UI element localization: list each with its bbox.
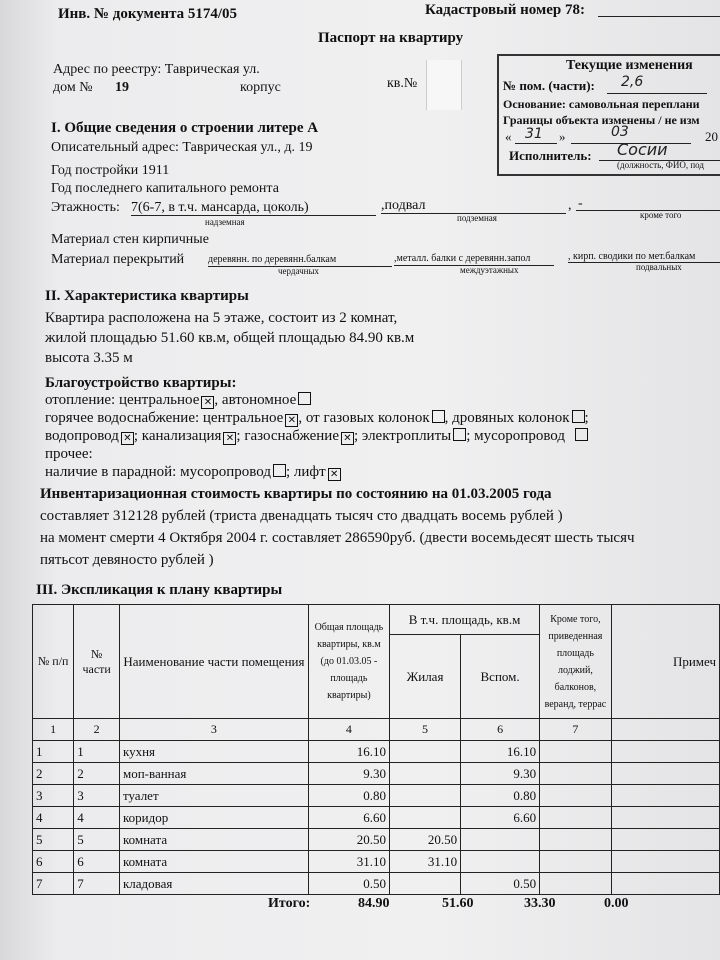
header-aux: Вспом. [461,635,540,719]
row-part: 7 [74,873,120,895]
basement-hint: подземная [457,213,497,223]
section3-title: III. Экспликация к плану квартиры [36,582,283,598]
row-np: 7 [33,873,74,895]
checkbox-checked [285,414,298,427]
row-live [389,873,460,895]
row-np: 6 [33,851,74,873]
row-aux [461,851,540,873]
checkbox-empty [298,392,311,405]
row-name: кладовая [119,873,308,895]
row-live [389,785,460,807]
header-np: № п/п [33,605,74,719]
material-inter-hint: междуэтажных [460,265,519,275]
house-label: дом № [53,80,93,95]
date-day-handwritten: 31 [525,126,543,142]
row-total: 16.10 [308,741,389,763]
material-inter: ,металл. балки с деревянн.запол [394,253,531,264]
row-live: 20.50 [389,829,460,851]
changes-title: Текущие изменения [566,58,693,73]
checkbox-empty [432,410,445,423]
material-attic: деревянн. по деревянн.балкам [208,254,337,265]
row-total: 6.60 [308,807,389,829]
hot-water-row: горячее водоснабжение: центральное✕ , от газовых колонок , дровяных колонок ; [45,410,589,427]
section1-title: I. Общие сведения о строении литере А [51,120,319,136]
year-built: Год постройки 1911 [51,163,170,178]
apartment-height: высота 3.35 м [45,350,133,366]
inventory-number: Инв. № документа 5174/05 [58,6,238,22]
row-aux [461,829,540,851]
table-row [33,829,720,851]
row-part: 3 [74,785,120,807]
row-aux: 0.50 [461,873,540,895]
heating-row: отопление: центральное✕ , автономное [45,392,311,409]
executor-hint: (должность, ФИО, под [617,160,704,170]
row-live [389,741,460,763]
apartment-line2: жилой площадью 51.60 кв.м, общей площадью 84.90 кв.м [45,330,415,346]
row-aux: 16.10 [461,741,540,763]
descriptive-address: Описательный адрес: Таврическая ул., д. 19 [51,140,313,155]
room-label: № пом. (части): [503,78,595,93]
header-incl: В т.ч. площадь, кв.м [389,605,539,635]
row-total: 31.10 [308,851,389,873]
checkbox-empty [575,428,588,441]
row-live [389,807,460,829]
row-np: 1 [33,741,74,763]
apartment-line1: Квартира расположена на 5 этаже, состоит из 2 комнат, [45,310,398,326]
row-np: 2 [33,763,74,785]
row-np: 4 [33,807,74,829]
floors-value: 7(6-7, в т.ч. мансарда, цоколь) [131,200,309,215]
table-row [33,785,720,807]
checkbox-checked [223,432,236,445]
checkbox-empty [273,464,286,477]
material-attic-hint: чердачных [278,266,320,276]
registry-address: Адрес по реестру: Таврическая ул. [53,62,260,77]
checkbox-checked [328,468,341,481]
floors-material-label: Материал перекрытий [51,252,185,267]
row-live: 31.10 [389,851,460,873]
valuation-line3: пятьсот девяносто рублей ) [40,552,214,568]
material-basement-hint: подвальных [636,262,682,272]
date-month-handwritten: 03 [611,124,629,140]
row-part: 6 [74,851,120,873]
totals-aux: 33.30 [524,896,556,911]
row-np: 5 [33,829,74,851]
basement-label: ,подвал [381,198,426,213]
row-name: комната [119,851,308,873]
row-name: коридор [119,807,308,829]
valuation-line1: составляет 312128 рублей (триста двенадцать тысяч сто двадцать восемь рублей ) [40,508,563,524]
checkbox-empty [453,428,466,441]
building-label: корпус [240,80,281,95]
executor-label: Исполнитель: [509,148,592,163]
checkbox-checked [201,396,214,409]
header-note: Примеч [611,605,719,719]
apartment-number-redacted [426,60,462,110]
cadastral-line [598,16,720,17]
row-part: 5 [74,829,120,851]
date-year: 20 [705,129,718,144]
material-basement: , кирп. сводики по мет.балкам [568,251,696,262]
row-name: моп-ванная [119,763,308,785]
entrance-row: наличие в парадной: мусоропровод ; лифт✕ [45,464,341,481]
row-name: комната [119,829,308,851]
row-part: 2 [74,763,120,785]
column-numbers-row: 1 2 3 4 5 6 7 [33,719,720,741]
row-aux: 0.80 [461,785,540,807]
cadastral-number: Кадастровый номер 78: [425,2,585,18]
header-name: Наименование части помещения [119,605,308,719]
row-aux: 6.60 [461,807,540,829]
extra-dash: - [578,196,583,211]
document-page: Инв. № документа 5174/05 Кадастровый номер 78: Паспорт на квартиру Адрес по реестру: Таврическая ул. дом № 19 корпус кв.№ Текущие изменения № пом. (части): 2,6 Основание: самовольная переплани Границы объекта изменены / не изм « 31 » 03 20 Исполнитель: Сосии (должность, ФИО, под I. Общие сведения о строении литере А Описательный адрес: Таврическая ул., д. 19 Год постройки 1911 Год последнего капитального ремонта Этажность: 7(6-7, в т.ч. мансарда, цоколь) надземная ,подвал подземная , - кроме того Материал стен кирпичные Материал перекрытий деревянн. по деревянн.балкам чердачных ,металл. балки с деревянн.запол междуэтажных , кирп. сводики по мет.балкам подвальных II. Характеристика квартиры Квартира расположена на 5 этаже, состоит из 2 комнат, жилой площадью 51.60 кв.м, общей площадью 84.90 кв.м высота 3.35 м Благоустройство квартиры: отопление: центральное✕ , автономное горячее водоснабжение: центральное✕ , от газовых колонок , дровяных колонок ; водопровод✕ ; канализация✕ ; газоснабжение✕ ; электроплиты ; мусоропровод прочее: наличие в парадной: мусоропровод ; лифт✕ Инвентаризационная стоимость квартиры по состоянию на 01.03.2005 года составляет 312128 рублей (триста двенадцать тысяч сто двадцать восемь рублей ) на момент смерти 4 Октября 2004 г. составляет 286590руб. (двести восемьдесят шесть тысяч пятьсот девяносто рублей ) III. Экспликация к плану квартиры № п/п № части Наименование части помещения Общая площадь квартиры, кв.м (до 01.03.05 - площадь квартиры) В т.ч. площадь, кв.м Кроме того, приведенная площадь лоджий, балконов, веранд, террас Примеч Жилая Вспом. 1 2 3 4 5 6 7 1 1 кухня 16.10 16.10 2 2 моп-ванная 9.30 9.30 3 3 туалет 0.80 0.80 4 4 коридор 6.60 6.60 5 5 комната 20.50 20.50 6 6 комната 31.10 31.10 7 7 кладовая 0.50 0.50 Итого: 84.90 51.60 33.30 0.00 [0,0,720,960]
row-total: 0.80 [308,785,389,807]
page-title: Паспорт на квартиру [318,30,464,46]
current-changes-box: Текущие изменения № пом. (части): 2,6 Основание: самовольная переплани Границы объекта изменены / не изм « 31 » 03 20 Исполнитель: Сосии (должность, ФИО, под [497,54,720,176]
table-row [33,807,720,829]
apartment-label: кв.№ [387,76,418,91]
room-value-handwritten: 2,6 [621,74,644,90]
checkbox-empty [572,410,585,423]
utilities-row: водопровод✕ ; канализация✕ ; газоснабжение✕ ; электроплиты ; мусоропровод [45,428,588,445]
table-row [33,763,720,785]
row-total: 0.50 [308,873,389,895]
header-live: Жилая [389,635,460,719]
executor-signature: Сосии [617,140,668,159]
totals-label: Итого: [268,896,311,911]
checkbox-checked [341,432,354,445]
section2-title: II. Характеристика квартиры [45,288,249,304]
explication-table [32,604,720,895]
totals-live: 51.60 [442,896,474,911]
extra-hint: кроме того [640,210,682,220]
table-row [33,851,720,873]
header-total: Общая площадь квартиры, кв.м (до 01.03.05 - площадь квартиры) [308,605,389,719]
row-total: 9.30 [308,763,389,785]
row-np: 3 [33,785,74,807]
walls-material: Материал стен кирпичные [51,232,209,247]
row-aux: 9.30 [461,763,540,785]
totals-extra: 0.00 [604,896,629,911]
table-row [33,873,720,895]
row-live [389,763,460,785]
row-part: 4 [74,807,120,829]
totals-total: 84.90 [358,896,390,911]
basis-text: Основание: самовольная переплани [503,97,700,111]
header-extra: Кроме того, приведенная площадь лоджий, балконов, веранд, террас [540,605,612,719]
valuation-line2: на момент смерти 4 Октября 2004 г. составляет 286590руб. (двести восемьдесят шесть тысяч [40,530,635,546]
row-part: 1 [74,741,120,763]
table-row [33,741,720,763]
bounds-text: Границы объекта изменены / не изм [503,113,700,127]
row-name: туалет [119,785,308,807]
valuation-title: Инвентаризационная стоимость квартиры по состоянию на 01.03.2005 года [40,486,552,502]
amenities-title: Благоустройство квартиры: [45,375,237,391]
row-total: 20.50 [308,829,389,851]
row-name: кухня [119,741,308,763]
floors-label: Этажность: [51,200,120,215]
header-part: № части [74,605,120,719]
house-value: 19 [115,80,129,95]
year-repair: Год последнего капитального ремонта [51,181,279,196]
checkbox-checked [121,432,134,445]
floors-hint: надземная [205,217,245,227]
other-label: прочее: [45,446,93,462]
